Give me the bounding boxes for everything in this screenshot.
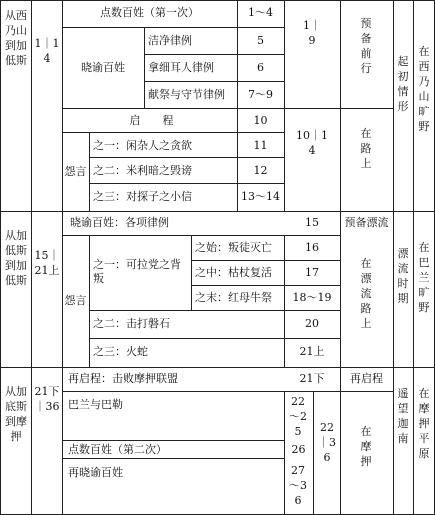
complaint-1-chapter: 11 xyxy=(253,139,268,152)
column-line xyxy=(89,132,90,211)
group-chapter-range: 1｜9 xyxy=(303,19,321,47)
column-line xyxy=(393,0,394,515)
status-label: 在漂流路上 xyxy=(360,257,372,330)
korah-part-3-label: 之末：红母牛祭 xyxy=(195,291,272,304)
time-label: 漂流时期 xyxy=(397,247,409,305)
korah-part-3-chapter: 18～19 xyxy=(292,291,332,304)
teaching-label: 晓谕百姓 xyxy=(81,61,125,74)
time-label: 起初情形 xyxy=(397,55,409,113)
time-label: 遥望迦南 xyxy=(397,387,409,445)
laws-status: 预备漂流 xyxy=(344,216,389,229)
place-label: 在西乃山旷野 xyxy=(418,45,430,133)
row-line xyxy=(191,285,340,286)
law-offerings-label: 献祭与守节律例 xyxy=(148,88,225,101)
row-line xyxy=(62,235,340,236)
korah-part-2-chapter: 17 xyxy=(305,266,319,279)
route-label: 从加底斯到摩押 xyxy=(5,385,27,443)
departure-label: 启 程 xyxy=(129,114,174,127)
rock-chapter: 20 xyxy=(305,317,319,330)
row-line xyxy=(191,260,340,261)
table-border-top xyxy=(0,0,435,1)
row-line xyxy=(62,391,393,392)
group-chapter-range: 22｜36 xyxy=(318,421,336,464)
chapter-range: 21下｜36 xyxy=(34,385,60,413)
row-line xyxy=(89,338,340,339)
laws-chapter: 15 xyxy=(305,216,319,229)
departure-chapter: 10 xyxy=(253,114,268,127)
group-chapter-range: 10｜14 xyxy=(296,129,328,157)
row-line xyxy=(62,458,284,459)
restart-chapter: 21下 xyxy=(299,372,325,385)
korah-part-1-label: 之始：叛徒灭亡 xyxy=(195,241,272,254)
row-line xyxy=(89,310,340,311)
restart-label: 再启程：击败摩押联盟 xyxy=(68,372,178,385)
complaint-1-label: 之一：闲杂人之贪欲 xyxy=(93,139,192,152)
complaint-3-label: 之三：对探子之小信 xyxy=(93,190,192,203)
row-line xyxy=(144,81,284,82)
row-line xyxy=(144,54,284,55)
census-second-chapter: 26 xyxy=(291,443,306,456)
korah-label: 之一：可拉党之背叛 xyxy=(93,258,181,285)
teaching-second-chapter: 27～36 xyxy=(289,464,307,507)
law-nazirite-chapter: 6 xyxy=(257,61,264,74)
column-line xyxy=(284,0,285,211)
section-divider xyxy=(0,367,435,368)
law-offerings-chapter: 7～9 xyxy=(248,88,273,101)
row-line xyxy=(89,183,284,184)
status-label: 在摩押 xyxy=(360,425,372,468)
chapter-range: 1｜14 xyxy=(34,37,60,65)
row-line xyxy=(62,440,284,441)
complaint-2-label: 之二：米利暗之毁谤 xyxy=(93,164,192,177)
korah-part-1-chapter: 16 xyxy=(305,241,319,254)
law-nazirite-label: 拿细耳人律例 xyxy=(148,61,214,74)
route-label: 从加低斯到加低斯 xyxy=(5,229,27,287)
group-status-label: 在路上 xyxy=(360,127,372,170)
teaching-second-label: 再晓谕百姓 xyxy=(68,466,123,479)
column-line xyxy=(313,391,314,515)
row-line xyxy=(62,108,393,109)
balaam-label: 巴兰与巴勒 xyxy=(68,398,123,411)
column-line xyxy=(340,211,341,367)
table-border-left xyxy=(0,0,1,515)
column-line xyxy=(413,0,414,515)
place-label: 在摩押平原 xyxy=(418,387,430,460)
column-line xyxy=(340,0,341,211)
korah-part-2-label: 之中：枯杖复活 xyxy=(195,266,272,279)
column-line xyxy=(237,0,238,211)
column-line xyxy=(191,235,192,310)
census-second-label: 点数百姓（第二次） xyxy=(68,443,167,456)
census-first-chapter: 1～4 xyxy=(248,6,273,19)
snake-label: 之三：火蛇 xyxy=(93,345,148,358)
group-status-label: 预备前行 xyxy=(360,17,372,75)
restart-status: 再启程 xyxy=(350,372,383,385)
law-cleanliness-label: 洁净律例 xyxy=(148,34,192,47)
complaint-3-chapter: 13～14 xyxy=(241,190,280,203)
section-divider xyxy=(0,211,435,212)
column-line xyxy=(89,235,90,367)
place-label: 在巴兰旷野 xyxy=(418,241,430,314)
snake-chapter: 21上 xyxy=(299,345,325,358)
column-line xyxy=(340,367,341,515)
column-line xyxy=(144,27,145,109)
balaam-chapter: 22～25 xyxy=(289,395,307,438)
column-line xyxy=(62,0,63,515)
row-line xyxy=(62,132,284,133)
complaint-label: 怨言 xyxy=(64,165,87,178)
laws-label: 晓谕百姓：各项律例 xyxy=(70,216,169,229)
column-line xyxy=(31,0,32,515)
rock-label: 之二：击打磐石 xyxy=(93,317,170,330)
law-cleanliness-chapter: 5 xyxy=(257,34,264,47)
census-first-label: 点数百姓（第一次） xyxy=(100,6,199,19)
complaint-2-chapter: 12 xyxy=(253,164,268,177)
row-line xyxy=(89,157,284,158)
chapter-range: 15｜21上 xyxy=(34,249,60,277)
route-label: 从西乃山到加低斯 xyxy=(5,9,27,67)
row-line xyxy=(62,27,284,28)
complaint-label: 怨言 xyxy=(64,294,87,307)
